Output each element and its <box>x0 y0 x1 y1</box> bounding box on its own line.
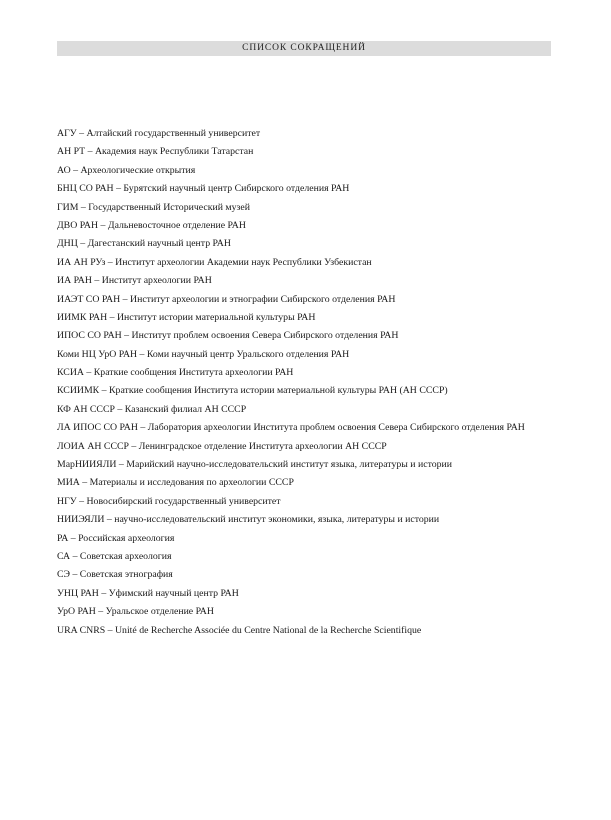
abbreviation-entry-uro-ran: УрО РАН – Уральское отделение РАН <box>57 606 214 618</box>
abbreviation-entry-sa: СА – Советская археология <box>57 550 172 562</box>
abbreviation-entry-niieyali: НИИЭЯЛИ – научно-исследовательский институт экономики, языка, литературы и истории <box>57 514 440 526</box>
abbreviation-entry-unc-ran: УНЦ РАН – Уфимский научный центр РАН <box>57 587 239 599</box>
abbreviation-entry-dvo-ran: ДВО РАН – Дальневосточное отделение РАН <box>57 219 246 231</box>
abbreviation-entry-bnc-so-ran: БНЦ СО РАН – Бурятский научный центр Сибирского отделения РАН <box>57 183 350 195</box>
abbreviation-entry-ipos-so-ran: ИПОС СО РАН – Институт проблем освоения Севера Сибирского отделения РАН <box>57 330 399 342</box>
abbreviation-entry-an-rt: АН РТ – Академия наук Республики Татарстан <box>57 146 254 158</box>
abbreviation-entry-komi-nc: Коми НЦ УрО РАН – Коми научный центр Уральского отделения РАН <box>57 348 350 360</box>
abbreviation-entry-dnc: ДНЦ – Дагестанский научный центр РАН <box>57 238 231 250</box>
page-title: СПИСОК СОКРАЩЕНИЙ <box>242 42 366 53</box>
section-header-band <box>57 41 551 56</box>
abbreviation-entry-kf-an-sssr: КФ АН СССР – Казанский филиал АН СССР <box>57 403 247 415</box>
abbreviation-entry-se: СЭ – Советская этнография <box>57 569 173 581</box>
abbreviation-entry-ia-ran: ИА РАН – Институт археологии РАН <box>57 275 212 287</box>
abbreviation-entry-iaet-so-ran: ИАЭТ СО РАН – Институт археологии и этнографии Сибирского отделения РАН <box>57 293 396 305</box>
abbreviation-entry-ksiimk: КСИИМК – Краткие сообщения Института истории материальной культуры РАН (АН СССР) <box>57 385 448 397</box>
abbreviation-entry-la-ipos: ЛА ИПОС СО РАН – Лаборатория археологии Института проблем освоения Севера Сибирского отделения РАН <box>57 422 525 434</box>
abbreviation-entry-agu: АГУ – Алтайский государственный университет <box>57 128 261 139</box>
abbreviation-list <box>57 125 587 640</box>
abbreviation-entry-ra: РА – Российская археология <box>57 532 175 544</box>
abbreviation-entry-gim: ГИМ – Государственный Исторический музей <box>57 201 250 213</box>
abbreviation-entry-mia: МИА – Материалы и исследования по археологии СССР <box>57 477 294 489</box>
abbreviation-entry-ao: АО – Археологические открытия <box>57 164 196 176</box>
abbreviation-entry-iimk-ran: ИИМК РАН – Институт истории материальной культуры РАН <box>57 311 316 323</box>
abbreviation-entry-loia: ЛОИА АН СССР – Ленинградское отделение Института археологии АН СССР <box>57 440 387 452</box>
abbreviation-entry-ngu: НГУ – Новосибирский государственный университет <box>57 495 281 507</box>
abbreviation-entry-ura-cnrs: URA CNRS – Unité de Recherche Associée du Centre National de la Recherche Scientifique <box>57 624 422 636</box>
abbreviation-entry-ia-an-ruz: ИА АН РУз – Институт археологии Академии наук Республики Узбекистан <box>57 256 372 268</box>
abbreviation-entry-ksia: КСИА – Краткие сообщения Института археологии РАН <box>57 367 294 379</box>
abbreviation-entry-marniiyali: МарНИИЯЛИ – Марийский научно-исследовательский институт языка, литературы и истории <box>57 459 453 471</box>
